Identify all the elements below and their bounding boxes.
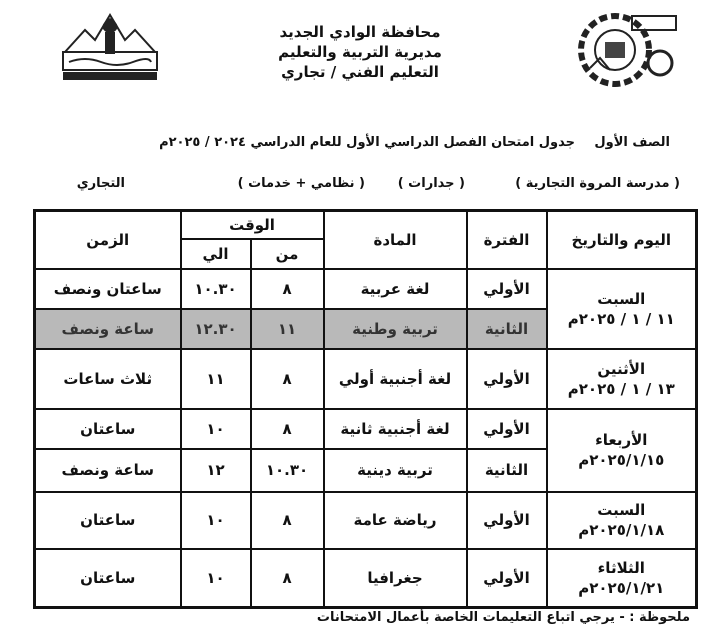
governorate-logo [55,10,165,85]
day-name: الأثنين [597,359,646,378]
subject-cell: لغة عربية [324,269,467,309]
to-time-cell: ١٠ [181,492,251,550]
header-time: الوقت [181,211,324,239]
from-time-cell: ٨ [251,549,324,607]
to-time-cell: ١٠ [181,409,251,449]
subject-cell: لغة أجنبية أولي [324,349,467,409]
table-row [35,492,697,550]
table-row [35,269,697,309]
exam-schedule-table [33,209,698,609]
exam-date: ٢٠٢٥/١/١٨م [578,521,665,540]
table-row [35,549,697,607]
exam-date: ٢٠٢٥/١/١٥م [578,451,665,470]
day-date-cell [547,409,697,492]
duration-cell: ساعة ونصف [35,449,181,491]
exam-date: ٢٠٢٥/١/٢١م [578,579,665,598]
school-name: ( مدرسة المروة التجارية ) [515,176,680,191]
subject-cell: رياضة عامة [324,492,467,550]
header-period: الفترة [467,211,547,269]
header-duration: الزمن [35,211,181,269]
period-cell: الأولي [467,492,547,550]
period-cell: الأولي [467,549,547,607]
day-name: الأربعاء [595,431,648,450]
exam-date: ١١ / ١ / ٢٠٢٥م [567,309,675,328]
header-text [200,22,520,82]
day-date-cell [547,269,697,349]
day-name: الثلاثاء [597,559,645,578]
duration-cell: ساعتان [35,409,181,449]
period-cell: الثانية [467,309,547,349]
department-label: التجاري [76,176,125,191]
table-body [35,269,697,608]
table-row [35,349,697,409]
period-cell: الأولي [467,269,547,309]
duration-cell: ثلاث ساعات [35,349,181,409]
day-date-cell [547,492,697,550]
from-time-cell: ١٠.٣٠ [251,449,324,491]
from-time-cell: ٨ [251,269,324,309]
day-name: السبت [597,289,646,308]
from-time-cell: ٨ [251,492,324,550]
period-cell: الأولي [467,409,547,449]
header-day-date: اليوم والتاريخ [547,211,697,269]
system-name: ( نظامي + خدمات ) [237,176,365,191]
period-cell: الأولي [467,349,547,409]
to-time-cell: ١١ [181,349,251,409]
duration-cell: ساعة ونصف [35,309,181,349]
table-row [35,409,697,449]
from-time-cell: ٨ [251,409,324,449]
note-text: ملحوظة : - يرجي اتباع التعليمات الخاصة بأعمال الامتحانات [316,610,690,625]
department-name: التعليم الفني / تجاري [281,63,439,81]
to-time-cell: ١٠.٣٠ [181,269,251,309]
subject-cell: تربية دينية [324,449,467,491]
header-from: من [251,239,324,269]
period-cell: الثانية [467,449,547,491]
governorate-name: محافظة الوادي الجديد [279,23,441,41]
header-subject: المادة [324,211,467,269]
day-date-cell [547,549,697,607]
duration-cell: ساعتان ونصف [35,269,181,309]
technical-education-logo [570,8,680,88]
day-date-cell [547,349,697,409]
day-name: السبت [597,501,646,520]
subject-cell: تربية وطنية [324,309,467,349]
from-time-cell: ١١ [251,309,324,349]
header-to: الي [181,239,251,269]
duration-cell: ساعتان [35,492,181,550]
directorate-name: مديرية التربية والتعليم [278,43,442,61]
to-time-cell: ١٢ [181,449,251,491]
duration-cell: ساعتان [35,549,181,607]
subject-cell: جغرافيا [324,549,467,607]
to-time-cell: ١٢.٣٠ [181,309,251,349]
exam-schedule-title: جدول امتحان الفصل الدراسي الأول للعام الدراسي ٢٠٢٤ / ٢٠٢٥م [159,135,575,150]
subject-cell: لغة أجنبية ثانية [324,409,467,449]
exam-date: ١٣ / ١ / ٢٠٢٥م [567,379,675,398]
to-time-cell: ١٠ [181,549,251,607]
from-time-cell: ٨ [251,349,324,409]
branch-name: ( جدارات ) [397,176,465,191]
grade-label: الصف الأول [594,135,670,150]
